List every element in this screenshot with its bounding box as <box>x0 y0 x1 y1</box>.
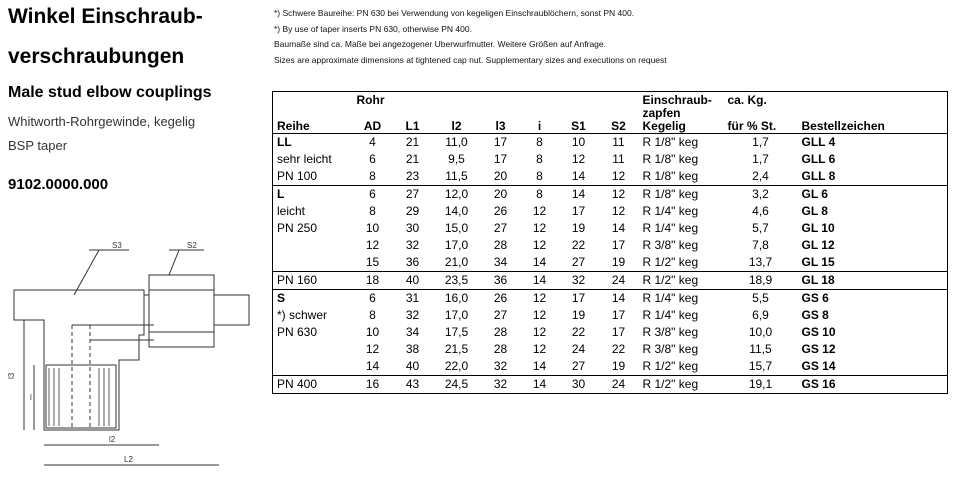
cell-ad: 18 <box>353 272 393 290</box>
cell-l3: 34 <box>481 254 521 272</box>
cell-l2: 16,0 <box>444 291 469 305</box>
cell-code: GS 14 <box>798 358 948 376</box>
cell-i: 14 <box>521 254 559 272</box>
cell-l1: 30 <box>405 221 420 235</box>
cell-s2: 19 <box>599 358 639 376</box>
cell-l1: 40 <box>393 272 433 290</box>
cell-kg: 18,9 <box>724 272 798 290</box>
cell-reihe: LL <box>273 134 353 152</box>
cell-code: GS 6 <box>798 290 948 308</box>
notes <box>274 6 667 68</box>
cell-code: GS 10 <box>798 324 948 341</box>
header-l1: L1 <box>393 119 433 134</box>
cell-l3: 17 <box>493 152 508 166</box>
cell-s2: 11 <box>612 152 625 166</box>
cell-kg: 10,0 <box>748 325 773 339</box>
header-block <box>8 0 263 193</box>
header-i: i <box>521 119 559 134</box>
cell-s2: 12 <box>599 168 639 186</box>
cell-kegel: R 1/8" keg <box>642 152 699 166</box>
spec-table <box>272 91 948 394</box>
table-row <box>273 237 948 254</box>
table-row <box>273 307 948 324</box>
cell-l1: 21 <box>405 135 420 149</box>
cell-ad: 16 <box>353 376 393 394</box>
header-rohr: Rohr <box>353 92 433 108</box>
cell-l2: 24,5 <box>433 376 481 394</box>
cell-s2: 22 <box>611 342 626 356</box>
cell-reihe: PN 160 <box>273 272 353 290</box>
cell-kg: 19,1 <box>724 376 798 394</box>
cell-ad: 10 <box>365 221 380 235</box>
cell-kegel: R 1/4" keg <box>642 291 699 305</box>
cell-i: 8 <box>536 152 543 166</box>
cell-i: 8 <box>536 187 543 201</box>
label-l: l <box>30 393 32 402</box>
cell-s1: 12 <box>571 152 586 166</box>
label-s3: S3 <box>112 241 122 250</box>
cell-code: GL 6 <box>798 186 948 204</box>
cell-kg: 5,7 <box>752 221 769 235</box>
cell-reihe <box>273 237 353 254</box>
cell-s2: 24 <box>599 272 639 290</box>
cell-kegel: R 3/8" keg <box>642 325 699 339</box>
cell-i: 14 <box>521 358 559 376</box>
cell-l3: 36 <box>481 272 521 290</box>
cell-l3: 28 <box>493 342 508 356</box>
table-row <box>273 134 948 152</box>
cell-reihe: sehr leicht <box>273 151 353 168</box>
cell-s2: 17 <box>611 325 626 339</box>
cell-kg: 1,7 <box>752 135 769 149</box>
cell-s1: 27 <box>559 254 599 272</box>
cell-l1: 38 <box>405 342 420 356</box>
cell-s1: 19 <box>571 221 586 235</box>
cell-code: GLL 4 <box>798 134 948 152</box>
table-row <box>273 220 948 237</box>
cell-kg: 2,4 <box>724 168 798 186</box>
cell-kegel: R 1/2" keg <box>639 272 724 290</box>
cell-reihe: *) schwer <box>273 307 353 324</box>
table-row <box>273 272 948 290</box>
cell-l2: 15,0 <box>444 221 469 235</box>
cell-l3: 20 <box>481 168 521 186</box>
title-de-line2 <box>8 40 263 74</box>
cell-reihe: S <box>273 290 353 308</box>
label-L2: L2 <box>124 455 133 464</box>
cell-reihe: PN 100 <box>273 168 353 186</box>
cell-kg: 3,2 <box>752 187 769 201</box>
cell-l3: 32 <box>481 376 521 394</box>
cell-s2: 17 <box>611 308 626 322</box>
cell-reihe: PN 630 <box>273 324 353 341</box>
title-de-line2-text: verschraubungen <box>8 45 185 68</box>
label-s2: S2 <box>187 241 197 250</box>
note-2: *) By use of taper inserts PN 630, otherwise PN 400. <box>274 23 472 34</box>
label-l3: l3 <box>7 372 16 379</box>
note-3: Baumaße sind ca. Maße bei angezogener Uberwurfmutter. Weitere Größen auf Anfrage. <box>274 39 606 50</box>
cell-kegel: R 1/4" keg <box>642 221 699 235</box>
elbow-coupling-drawing <box>4 240 254 490</box>
cell-ad: 6 <box>369 187 376 201</box>
cell-code: GLL 6 <box>798 151 948 168</box>
cell-i: 8 <box>521 168 559 186</box>
table-row <box>273 186 948 204</box>
cell-s1: 32 <box>559 272 599 290</box>
cell-kg: 5,5 <box>752 291 769 305</box>
cell-s1: 19 <box>571 308 586 322</box>
cell-l1: 32 <box>405 238 420 252</box>
cell-l2: 17,0 <box>444 308 469 322</box>
cell-ad: 8 <box>369 204 376 218</box>
cell-l2: 17,5 <box>444 325 469 339</box>
cell-s1: 17 <box>571 204 586 218</box>
header-s1: S1 <box>559 119 599 134</box>
cell-code: GL 8 <box>798 203 948 220</box>
cell-ad: 10 <box>365 325 380 339</box>
cell-kegel: R 1/4" keg <box>642 204 699 218</box>
cell-reihe: leicht <box>273 203 353 220</box>
cell-l2: 9,5 <box>448 152 465 166</box>
cell-code: GS 8 <box>798 307 948 324</box>
cell-ad: 4 <box>369 135 376 149</box>
cell-code: GS 12 <box>798 341 948 358</box>
header-reihe: Reihe <box>273 119 353 134</box>
cell-i: 14 <box>521 376 559 394</box>
cell-reihe <box>273 358 353 376</box>
header-fuer: für % St. <box>724 119 798 134</box>
cell-l1: 34 <box>405 325 420 339</box>
cell-code: GL 18 <box>798 272 948 290</box>
cell-kegel: R 1/2" keg <box>639 358 724 376</box>
header-ad: AD <box>353 119 393 134</box>
cell-l1: 43 <box>393 376 433 394</box>
cell-s1: 27 <box>559 358 599 376</box>
cell-s1: 30 <box>559 376 599 394</box>
cell-s2: 12 <box>611 187 626 201</box>
cell-ad: 12 <box>365 238 380 252</box>
header-kegelig: Kegelig <box>639 119 724 134</box>
thread-en: BSP taper <box>8 138 68 153</box>
note-1: *) Schwere Baureihe: PN 630 bei Verwendung von kegeligen Einschraublöchern, sonst PN 400. <box>274 8 635 18</box>
cell-s1: 24 <box>571 342 586 356</box>
cell-kg: 4,6 <box>752 204 769 218</box>
cell-s1: 14 <box>559 168 599 186</box>
cell-s2: 17 <box>611 238 626 252</box>
cell-l1: 40 <box>393 358 433 376</box>
cell-i: 14 <box>521 272 559 290</box>
cell-code: GL 15 <box>798 254 948 272</box>
cell-s2: 11 <box>612 135 625 149</box>
cell-l2: 11,0 <box>445 135 468 149</box>
cell-s2: 14 <box>611 221 626 235</box>
cell-i: 12 <box>532 221 547 235</box>
cell-l1: 32 <box>405 308 420 322</box>
label-l2: l2 <box>109 435 116 444</box>
cell-ad: 8 <box>353 168 393 186</box>
header-bestell: Bestellzeichen <box>798 119 948 134</box>
cell-l1: 21 <box>405 152 420 166</box>
cell-l1: 27 <box>405 187 420 201</box>
cell-kegel: R 1/8" keg <box>639 168 724 186</box>
note-4: Sizes are approximate dimensions at tightened cap nut. Supplementary sizes and executions on request <box>274 54 667 65</box>
header-l2: l2 <box>433 119 481 134</box>
cell-ad: 12 <box>365 342 380 356</box>
title-en: Male stud elbow couplings <box>8 84 212 101</box>
cell-l3: 26 <box>493 204 508 218</box>
cell-l1: 23 <box>393 168 433 186</box>
part-number: 9102.0000.000 <box>8 176 109 193</box>
table-row <box>273 290 948 308</box>
cell-kegel: R 1/2" keg <box>639 376 724 394</box>
cell-i: 12 <box>532 204 547 218</box>
header-s2: S2 <box>599 119 639 134</box>
cell-s1: 14 <box>571 187 586 201</box>
cell-i: 12 <box>532 238 547 252</box>
cell-kg: 1,7 <box>752 152 769 166</box>
cell-l3: 28 <box>493 325 508 339</box>
table-row <box>273 376 948 394</box>
cell-l1: 36 <box>393 254 433 272</box>
table-row <box>273 151 948 168</box>
cell-l3: 27 <box>493 308 508 322</box>
table-row <box>273 254 948 272</box>
cell-l3: 32 <box>481 358 521 376</box>
cell-l2: 21,0 <box>433 254 481 272</box>
cell-l3: 28 <box>493 238 508 252</box>
cell-ad: 6 <box>369 291 376 305</box>
table-row <box>273 341 948 358</box>
cell-kg: 15,7 <box>724 358 798 376</box>
cell-i: 8 <box>536 135 543 149</box>
cell-l2: 14,0 <box>444 204 469 218</box>
cell-l2: 11,5 <box>433 168 481 186</box>
cell-l3: 20 <box>493 187 508 201</box>
cell-kg: 7,8 <box>752 238 769 252</box>
cell-l1: 29 <box>405 204 420 218</box>
cell-code: GLL 8 <box>798 168 948 186</box>
header-einschraub: Einschraub- <box>639 92 724 108</box>
table-row <box>273 203 948 220</box>
cell-kegel: R 3/8" keg <box>642 238 699 252</box>
cell-ad: 6 <box>369 152 376 166</box>
header-l3: l3 <box>481 119 521 134</box>
cell-s2: 12 <box>611 204 626 218</box>
header-zapfen: zapfen <box>642 106 681 120</box>
cell-reihe <box>273 254 353 272</box>
cell-l3: 27 <box>493 221 508 235</box>
cell-reihe <box>273 341 353 358</box>
cell-kegel: R 1/4" keg <box>642 308 699 322</box>
cell-kegel: R 1/8" keg <box>642 187 699 201</box>
cell-kegel: R 1/8" keg <box>642 135 699 149</box>
cell-s1: 22 <box>571 238 586 252</box>
table-row <box>273 324 948 341</box>
table-row <box>273 358 948 376</box>
cell-reihe: PN 250 <box>273 220 353 237</box>
cell-s2: 14 <box>611 291 626 305</box>
cell-i: 12 <box>532 325 547 339</box>
cell-s1: 10 <box>571 135 586 149</box>
cell-l2: 12,0 <box>444 187 469 201</box>
cell-ad: 8 <box>369 308 376 322</box>
cell-code: GL 10 <box>798 220 948 237</box>
cell-l3: 17 <box>493 135 508 149</box>
table-row <box>273 168 948 186</box>
cell-i: 12 <box>532 308 547 322</box>
cell-s1: 22 <box>571 325 586 339</box>
cell-kg: 13,7 <box>724 254 798 272</box>
cell-kg: 6,9 <box>752 308 769 322</box>
cell-reihe: PN 400 <box>273 376 353 394</box>
cell-code: GS 16 <box>798 376 948 394</box>
thread-de: Whitworth-Rohrgewinde, kegelig <box>8 114 196 129</box>
cell-s1: 17 <box>571 291 586 305</box>
cell-l2: 17,0 <box>444 238 469 252</box>
cell-reihe: L <box>273 186 353 204</box>
cell-s2: 19 <box>599 254 639 272</box>
cell-i: 12 <box>532 342 547 356</box>
cell-ad: 14 <box>353 358 393 376</box>
cell-ad: 15 <box>353 254 393 272</box>
cell-l2: 23,5 <box>433 272 481 290</box>
cell-code: GL 12 <box>798 237 948 254</box>
cell-kg: 11,5 <box>749 342 772 356</box>
cell-i: 12 <box>532 291 547 305</box>
cell-s2: 24 <box>599 376 639 394</box>
cell-l3: 26 <box>493 291 508 305</box>
spec-table-body <box>273 134 948 394</box>
title-de: Winkel Einschraub- <box>8 5 203 28</box>
cell-kegel: R 3/8" keg <box>642 342 699 356</box>
cell-l2: 22,0 <box>433 358 481 376</box>
cell-l1: 31 <box>405 291 420 305</box>
cell-l2: 21,5 <box>444 342 469 356</box>
cell-kegel: R 1/2" keg <box>639 254 724 272</box>
header-ca-kg: ca. Kg. <box>724 92 798 108</box>
